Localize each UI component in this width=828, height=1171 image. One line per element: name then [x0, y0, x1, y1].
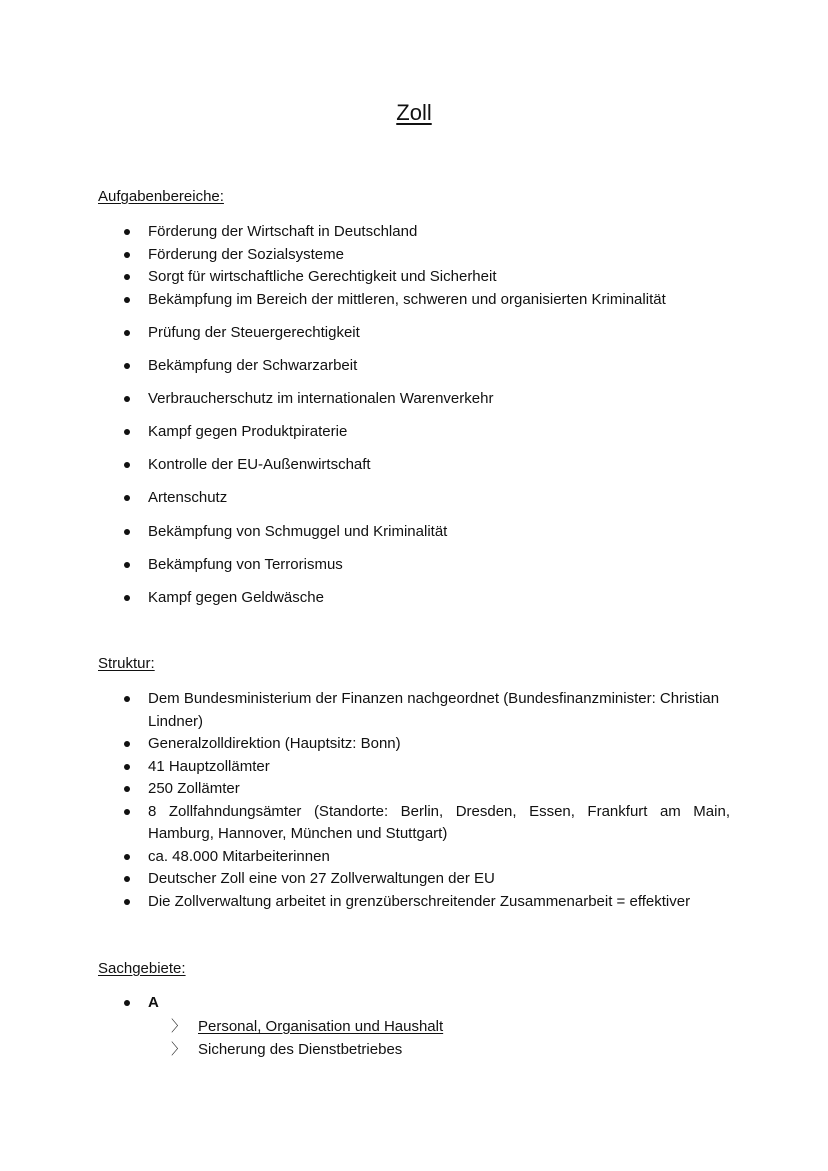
- section-heading-aufgaben: Aufgabenbereiche:: [98, 188, 224, 205]
- list-item: Sorgt für wirtschaftliche Gerechtigkeit und Sicherheit: [0, 266, 828, 289]
- list-item: Kontrolle der EU-Außenwirtschaft: [0, 454, 828, 477]
- bullet-icon: [124, 495, 130, 501]
- bullet-icon: [124, 741, 130, 747]
- bullet-icon: [124, 595, 130, 601]
- list-item: Deutscher Zoll eine von 27 Zollverwaltungen der EU: [0, 868, 828, 891]
- bullet-icon: [124, 529, 130, 535]
- bullet-icon: [124, 854, 130, 860]
- bullet-icon: [124, 252, 130, 258]
- list-item: ca. 48.000 Mitarbeiterinnen: [0, 846, 828, 869]
- list-item: Bekämpfung der Schwarzarbeit: [0, 355, 828, 378]
- bullet-icon: [124, 396, 130, 402]
- list-item: 8 Zollfahndungsämter (Standorte: Berlin, Dresden, Essen, Frankfurt am Main, Hamburg, Hannover, München und Stuttgart): [0, 801, 828, 846]
- sachgebiete-list: [0, 992, 828, 1015]
- section-heading-sachgebiete: Sachgebiete:: [98, 960, 186, 977]
- struktur-list: [0, 688, 828, 913]
- list-item: A: [0, 992, 828, 1015]
- bullet-icon: [124, 429, 130, 435]
- bullet-icon: [124, 462, 130, 468]
- list-item: Artenschutz: [0, 487, 828, 510]
- chevron-right-icon: 〉: [171, 1018, 187, 1035]
- bullet-icon: [124, 274, 130, 280]
- bullet-icon: [124, 809, 130, 815]
- document-page: Zoll Aufgabenbereiche: Förderung der Wirtschaft in Deutschland Förderung der Sozialsysteme Sorgt für wirtschaftliche Gerechtigkeit und Sicherheit Bekämpfung im Bereich der mittleren, schweren und organisierten Kriminalität Prüfung der Steuergerechtigkeit Bekämpfung der Schwarzarbeit Verbraucherschutz im internationalen Warenverkehr Kampf gegen Produktpiraterie Kontrolle der EU-Außenwirtschaft Artenschutz Bekämpfung von Schmuggel und Kriminalität Bekämpfung von Terrorismus Kampf gegen Geldwäsche Struktur: Dem Bundesministerium der Finanzen nachgeordnet (Bundesfinanzminister: Christian Lindner) Generalzolldirektion (Hauptsitz: Bonn) 41 Hauptzollämter 250 Zollämter 8 Zollfahndungsämter (Standorte: Berlin, Dresden, Essen, Frankfurt am Main, Hamburg, Hannover, München und Stuttgart) ca. 48.000 Mitarbeiterinnen Deutscher Zoll eine von 27 Zollverwaltungen der EU Die Zollverwaltung arbeitet in grenzüberschreitender Zusammenarbeit = effektiver Sachgebiete: A 〉 Personal, Organisation und Haushalt 〉 Sicherung des Dienstbetriebes: [0, 0, 828, 1171]
- section-heading-struktur: Struktur:: [98, 655, 155, 672]
- bullet-icon: [124, 562, 130, 568]
- list-item: Verbraucherschutz im internationalen Warenverkehr: [0, 388, 828, 411]
- list-item: Kampf gegen Produktpiraterie: [0, 421, 828, 444]
- bullet-icon: [124, 786, 130, 792]
- list-item: Bekämpfung im Bereich der mittleren, schweren und organisierten Kriminalität: [0, 289, 828, 312]
- chevron-right-icon: 〉: [171, 1041, 187, 1058]
- list-item: Bekämpfung von Terrorismus: [0, 554, 828, 577]
- bullet-icon: [124, 1000, 130, 1006]
- list-item: 41 Hauptzollämter: [0, 756, 828, 779]
- bullet-icon: [124, 696, 130, 702]
- aufgaben-list-spaced: [0, 322, 828, 620]
- list-item: Bekämpfung von Schmuggel und Kriminalität: [0, 521, 828, 544]
- list-item: Förderung der Sozialsysteme: [0, 244, 828, 267]
- list-item: Dem Bundesministerium der Finanzen nachgeordnet (Bundesfinanzminister: Christian Lindner): [0, 688, 828, 733]
- list-item: 250 Zollämter: [0, 778, 828, 801]
- bullet-icon: [124, 764, 130, 770]
- list-item: Generalzolldirektion (Hauptsitz: Bonn): [0, 733, 828, 756]
- list-item: Die Zollverwaltung arbeitet in grenzüberschreitender Zusammenarbeit = effektiver: [0, 891, 828, 914]
- bullet-icon: [124, 229, 130, 235]
- bullet-icon: [124, 330, 130, 336]
- list-item: Prüfung der Steuergerechtigkeit: [0, 322, 828, 345]
- bullet-icon: [124, 899, 130, 905]
- bullet-icon: [124, 297, 130, 303]
- page-title: Zoll: [396, 100, 432, 125]
- bullet-icon: [124, 876, 130, 882]
- aufgaben-list-compact: [0, 221, 828, 311]
- list-item: Förderung der Wirtschaft in Deutschland: [0, 221, 828, 244]
- list-item: Kampf gegen Geldwäsche: [0, 587, 828, 610]
- bullet-icon: [124, 363, 130, 369]
